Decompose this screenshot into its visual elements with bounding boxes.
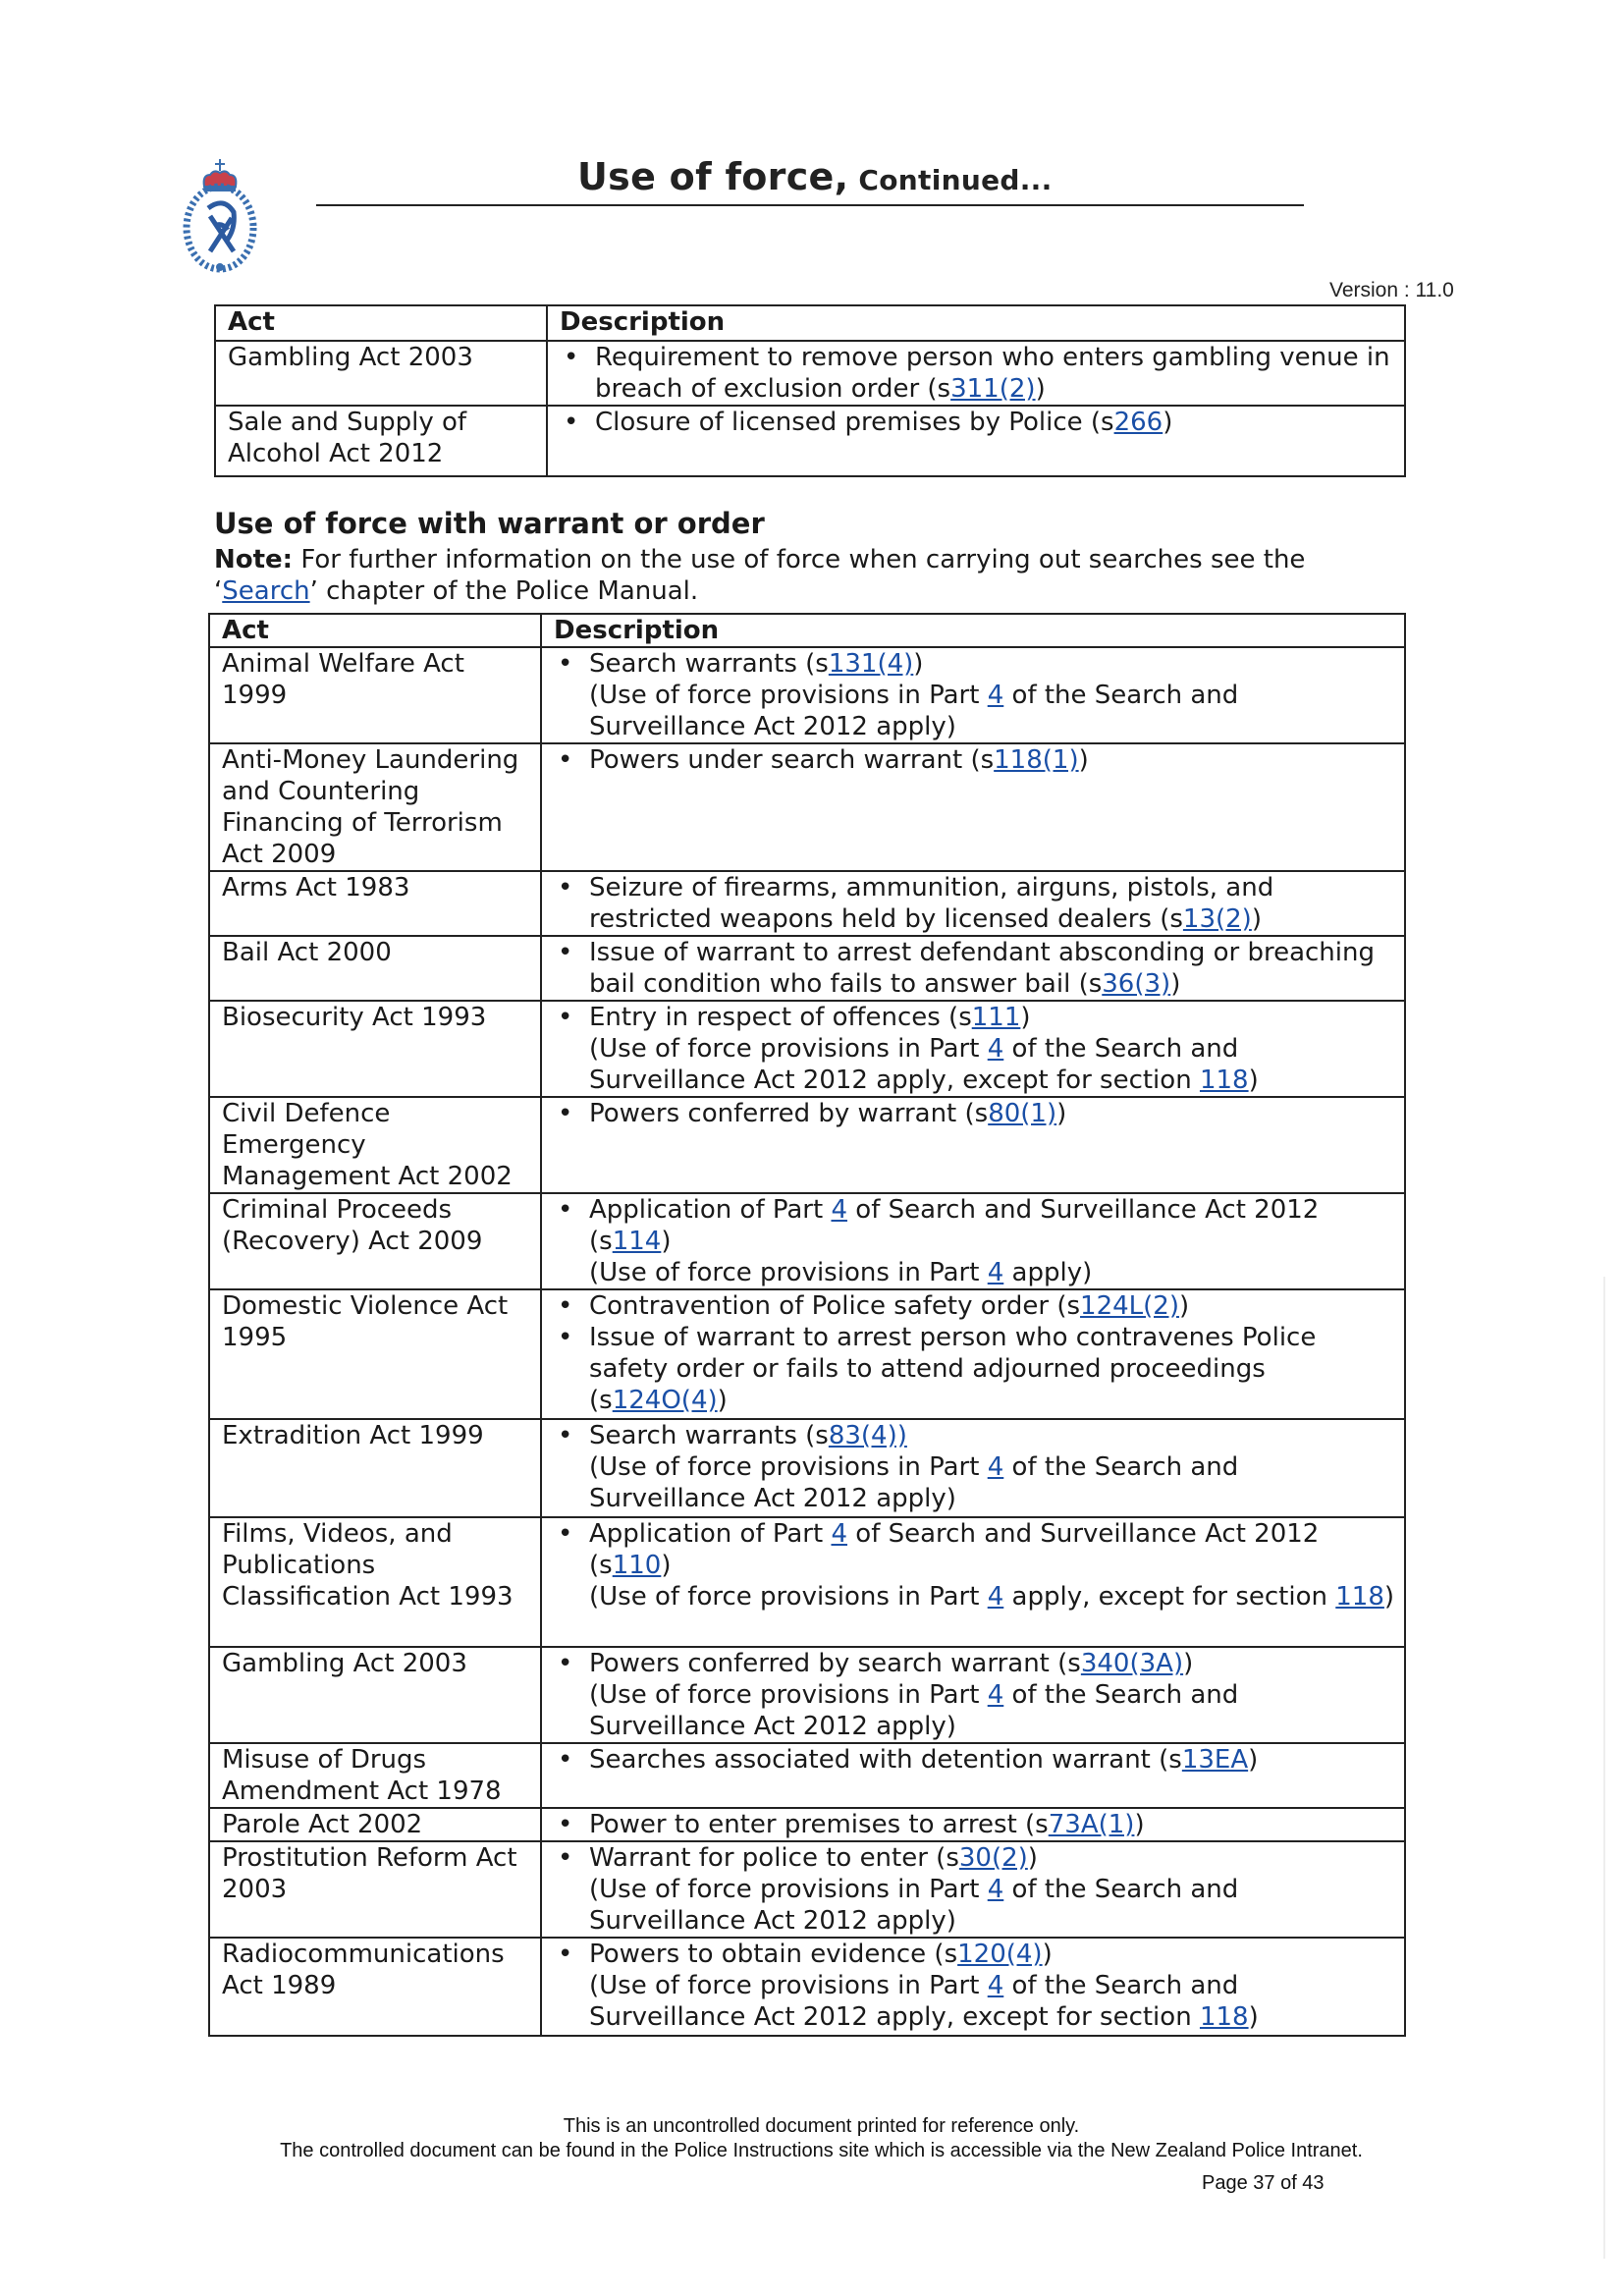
act-name: Parole Act 2002 bbox=[209, 1808, 541, 1841]
list-item: • Entry in respect of offences (s111) (Use of force provisions in Part 4 of the Search and Surveillance Act 2012 apply, except for section 118) bbox=[554, 1002, 1396, 1096]
act-description bbox=[541, 1517, 1405, 1647]
section-link[interactable]: 110 bbox=[612, 1551, 662, 1580]
act-name: Extradition Act 1999 bbox=[209, 1419, 541, 1517]
act-description bbox=[541, 871, 1405, 936]
version-label: Version : 11.0 bbox=[1329, 279, 1454, 301]
act-name: Criminal Proceeds (Recovery) Act 2009 bbox=[209, 1193, 541, 1289]
part-link[interactable]: 4 bbox=[987, 1971, 1004, 2000]
section-link[interactable]: 111 bbox=[971, 1003, 1021, 1032]
table-row bbox=[209, 1097, 1405, 1193]
section-link[interactable]: 120(4) bbox=[957, 1940, 1043, 1969]
act-name: Biosecurity Act 1993 bbox=[209, 1001, 541, 1097]
section-link[interactable]: 36(3) bbox=[1102, 969, 1171, 999]
act-description bbox=[547, 406, 1405, 476]
use-of-force-note: (Use of force provisions in Part 4 of the Search and Surveillance Act 2012 apply, except for section 118) bbox=[589, 1971, 1259, 2032]
act-description bbox=[541, 647, 1405, 743]
list-item: • Issue of warrant to arrest defendant absconding or breaching bail condition who fails to answer bail (s36(3)) bbox=[554, 937, 1396, 1000]
section-link[interactable]: 83(4)) bbox=[828, 1421, 907, 1450]
act-description bbox=[541, 1193, 1405, 1289]
use-of-force-note: (Use of force provisions in Part 4 apply) bbox=[589, 1258, 1093, 1287]
table-row bbox=[209, 647, 1405, 743]
table-row bbox=[209, 1289, 1405, 1419]
act-description bbox=[541, 1647, 1405, 1743]
table-row bbox=[209, 1938, 1405, 2036]
table-row bbox=[215, 406, 1405, 476]
section-link[interactable]: 13EA bbox=[1181, 1745, 1249, 1775]
act-description bbox=[541, 1938, 1405, 2036]
table-header-row bbox=[209, 614, 1405, 647]
act-name: Domestic Violence Act 1995 bbox=[209, 1289, 541, 1419]
section-link[interactable]: 13(2) bbox=[1182, 904, 1252, 934]
table-row bbox=[209, 1001, 1405, 1097]
act-name: Films, Videos, and Publications Classification Act 1993 bbox=[209, 1517, 541, 1647]
part-link[interactable]: 4 bbox=[987, 1034, 1004, 1064]
section-link[interactable]: 118 bbox=[1199, 2002, 1249, 2032]
list-item: • Powers conferred by search warrant (s340(3A)) (Use of force provisions in Part 4 of the Search and Surveillance Act 2012 apply) bbox=[554, 1648, 1396, 1742]
section-link[interactable]: 80(1) bbox=[988, 1099, 1057, 1128]
act-description bbox=[541, 1743, 1405, 1808]
page-footer bbox=[0, 2115, 1623, 2162]
list-item: • Searches associated with detention warrant (s13EA) bbox=[554, 1744, 1396, 1776]
column-header-act: Act bbox=[209, 614, 541, 647]
table-row bbox=[209, 1517, 1405, 1647]
use-of-force-note: (Use of force provisions in Part 4 of the Search and Surveillance Act 2012 apply, except for section 118) bbox=[589, 1034, 1259, 1095]
act-name: Anti-Money Laundering and Countering Financing of Terrorism Act 2009 bbox=[209, 743, 541, 871]
part-link[interactable]: 4 bbox=[831, 1519, 848, 1549]
list-item: • Search warrants (s83(4)) (Use of force provisions in Part 4 of the Search and Surveillance Act 2012 apply) bbox=[554, 1420, 1396, 1514]
table-row bbox=[209, 1419, 1405, 1517]
column-header-act: Act bbox=[215, 305, 547, 341]
act-name: Misuse of Drugs Amendment Act 1978 bbox=[209, 1743, 541, 1808]
act-description bbox=[541, 936, 1405, 1001]
act-name: Sale and Supply of Alcohol Act 2012 bbox=[215, 406, 547, 476]
scan-edge-line bbox=[1603, 1277, 1605, 2259]
part-link[interactable]: 4 bbox=[987, 1582, 1004, 1612]
list-item: • Contravention of Police safety order (s124L(2)) bbox=[554, 1290, 1396, 1322]
act-name: Prostitution Reform Act 2003 bbox=[209, 1841, 541, 1938]
note-paragraph: Note: For further information on the use of force when carrying out searches see the ‘Search’ chapter of the Police Manual. bbox=[214, 545, 1306, 606]
act-description bbox=[541, 1808, 1405, 1841]
table-header-row bbox=[215, 305, 1405, 341]
page-number: Page 37 of 43 bbox=[1202, 2172, 1325, 2194]
table-row bbox=[209, 936, 1405, 1001]
list-item: • Power to enter premises to arrest (s73A(1)) bbox=[554, 1809, 1396, 1840]
act-description bbox=[541, 1001, 1405, 1097]
use-of-force-note: (Use of force provisions in Part 4 of the Search and Surveillance Act 2012 apply) bbox=[589, 681, 1239, 741]
list-item: • Application of Part 4 of Search and Surveillance Act 2012 (s110) (Use of force provisions in Part 4 apply, except for section 118) bbox=[554, 1518, 1396, 1613]
list-item: • Issue of warrant to arrest person who contravenes Police safety order or fails to attend adjourned proceedings (s124O(4)) bbox=[554, 1322, 1396, 1416]
table-row bbox=[209, 743, 1405, 871]
list-item: • Application of Part 4 of Search and Surveillance Act 2012 (s114) (Use of force provisions in Part 4 apply) bbox=[554, 1194, 1396, 1288]
act-description bbox=[541, 1097, 1405, 1193]
act-description bbox=[541, 743, 1405, 871]
footer-controlled-note: The controlled document can be found in the Police Instructions site which is accessible via the New Zealand Police Intranet. bbox=[280, 2140, 1363, 2161]
use-of-force-warrant-table bbox=[208, 613, 1406, 2037]
table-row bbox=[215, 341, 1405, 406]
section-link[interactable]: 311(2) bbox=[950, 374, 1036, 404]
act-name: Radiocommunications Act 1989 bbox=[209, 1938, 541, 2036]
table-row bbox=[209, 1647, 1405, 1743]
table-row bbox=[209, 1841, 1405, 1938]
use-of-force-note: (Use of force provisions in Part 4 of the Search and Surveillance Act 2012 apply) bbox=[589, 1875, 1239, 1936]
act-name: Gambling Act 2003 bbox=[215, 341, 547, 406]
list-item: • Search warrants (s131(4)) (Use of force provisions in Part 4 of the Search and Surveillance Act 2012 apply) bbox=[554, 648, 1396, 742]
section-link[interactable]: 118 bbox=[1335, 1582, 1384, 1612]
section-heading: Use of force with warrant or order bbox=[214, 507, 765, 540]
table-row bbox=[209, 1193, 1405, 1289]
act-description bbox=[547, 341, 1405, 406]
page-title-main: Use of force, bbox=[577, 155, 849, 198]
section-link[interactable]: 114 bbox=[612, 1227, 662, 1256]
act-name: Civil Defence Emergency Management Act 2002 bbox=[209, 1097, 541, 1193]
part-link[interactable]: 4 bbox=[987, 1680, 1004, 1710]
section-link[interactable]: 73A(1) bbox=[1048, 1810, 1135, 1839]
part-link[interactable]: 4 bbox=[987, 1452, 1004, 1482]
table-row bbox=[209, 1808, 1405, 1841]
section-link[interactable]: 118 bbox=[1199, 1066, 1249, 1095]
part-link[interactable]: 4 bbox=[987, 681, 1004, 710]
section-link[interactable]: 124O(4) bbox=[612, 1386, 718, 1415]
title-divider bbox=[316, 204, 1304, 206]
use-of-force-note: (Use of force provisions in Part 4 apply, except for section 118) bbox=[589, 1582, 1395, 1612]
act-name: Bail Act 2000 bbox=[209, 936, 541, 1001]
nz-police-crest-icon bbox=[175, 157, 265, 277]
act-name: Animal Welfare Act 1999 bbox=[209, 647, 541, 743]
use-of-force-note: (Use of force provisions in Part 4 of the Search and Surveillance Act 2012 apply) bbox=[589, 1680, 1239, 1741]
list-item: • Powers under search warrant (s118(1)) bbox=[554, 744, 1396, 776]
table-row bbox=[209, 1743, 1405, 1808]
list-item: • Warrant for police to enter (s30(2)) (Use of force provisions in Part 4 of the Search and Surveillance Act 2012 apply) bbox=[554, 1842, 1396, 1937]
list-item: • Closure of licensed premises by Police (s266) bbox=[560, 407, 1396, 438]
section-link[interactable]: 30(2) bbox=[958, 1843, 1028, 1873]
section-link[interactable]: 131(4) bbox=[828, 649, 914, 679]
note-label: Note: bbox=[214, 545, 294, 574]
table-row bbox=[209, 871, 1405, 936]
list-item: • Powers to obtain evidence (s120(4)) (Use of force provisions in Part 4 of the Search and Surveillance Act 2012 apply, except for section 118) bbox=[554, 1939, 1396, 2033]
section-link[interactable]: 124L(2) bbox=[1080, 1291, 1179, 1321]
column-header-description: Description bbox=[547, 305, 1405, 341]
search-chapter-link[interactable]: Search bbox=[222, 576, 310, 606]
act-name: Gambling Act 2003 bbox=[209, 1647, 541, 1743]
act-name: Arms Act 1983 bbox=[209, 871, 541, 936]
list-item: • Seizure of firearms, ammunition, airguns, pistols, and restricted weapons held by licensed dealers (s13(2)) bbox=[554, 872, 1396, 935]
act-description bbox=[541, 1289, 1405, 1419]
part-link[interactable]: 4 bbox=[831, 1195, 848, 1225]
use-of-force-note: (Use of force provisions in Part 4 of the Search and Surveillance Act 2012 apply) bbox=[589, 1452, 1239, 1513]
column-header-description: Description bbox=[541, 614, 1405, 647]
list-item: • Powers conferred by warrant (s80(1)) bbox=[554, 1098, 1396, 1129]
act-description bbox=[541, 1419, 1405, 1517]
section-link[interactable]: 266 bbox=[1113, 408, 1163, 437]
act-description bbox=[541, 1841, 1405, 1938]
use-of-force-table-continued bbox=[214, 304, 1406, 477]
page-title bbox=[577, 155, 1053, 198]
section-link[interactable]: 340(3A) bbox=[1080, 1649, 1184, 1678]
part-link[interactable]: 4 bbox=[987, 1258, 1004, 1287]
section-link[interactable]: 118(1) bbox=[994, 745, 1079, 775]
footer-disclaimer: This is an uncontrolled document printed for reference only. bbox=[563, 2115, 1080, 2137]
part-link[interactable]: 4 bbox=[987, 1875, 1004, 1904]
page-title-continued: Continued... bbox=[848, 164, 1053, 196]
list-item: • Requirement to remove person who enters gambling venue in breach of exclusion order (s311(2)) bbox=[560, 342, 1396, 405]
